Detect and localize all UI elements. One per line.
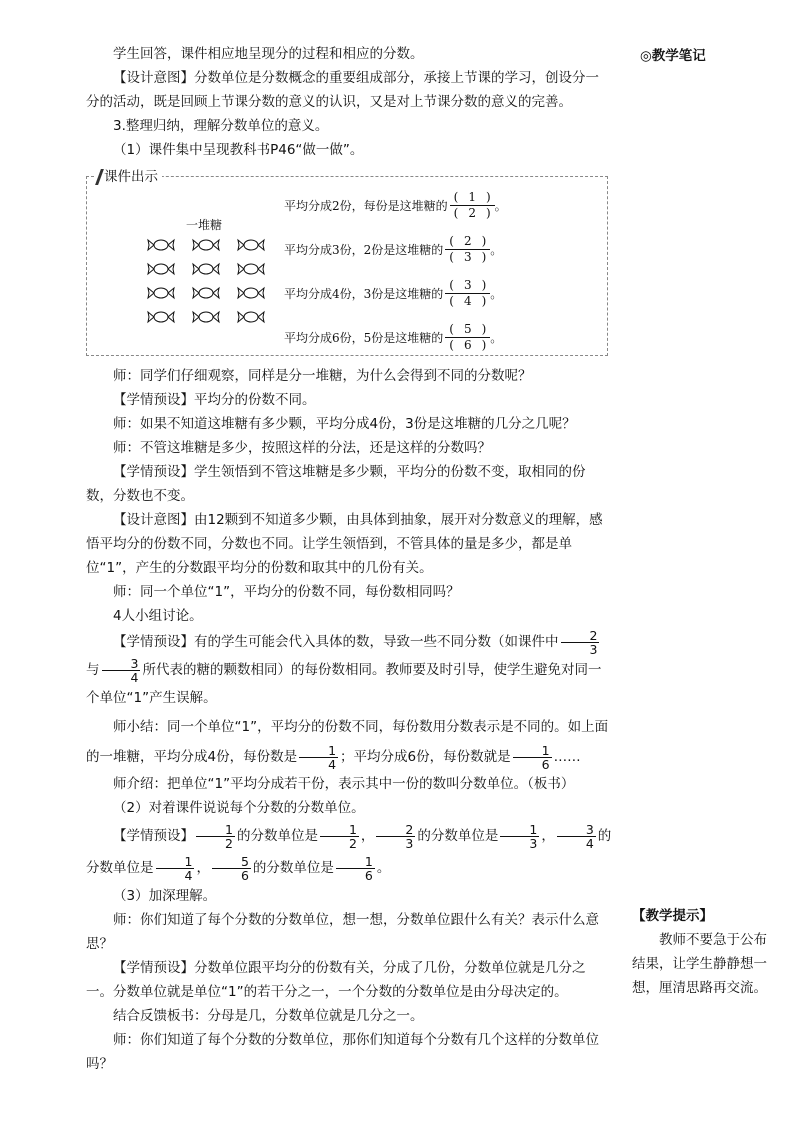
text-run: 的分数单位是 — [236, 828, 318, 844]
row-end: 。 — [490, 330, 503, 345]
paragraph: 学生回答，课件相应地呈现分的过程和相应的分数。 — [113, 46, 424, 62]
teacher-summary — [86, 712, 612, 772]
text-run: 的分数单位是 — [86, 828, 612, 876]
design-intent: 【设计意图】由12颗到不知道多少颗，由具体到抽象，展开对分数意义的理解，感悟平均分的份数不同，分数也不同。让学生领悟到，不管具体的量是多少，都是单位“1”，产生的分数跟平均分的份数和取其中的几份有关。 — [86, 512, 603, 576]
row-text: 平均分成6份，5份是这堆糖的 — [284, 330, 444, 345]
candy-icon — [191, 308, 221, 322]
text-run: 的分数单位是 — [417, 828, 499, 844]
courseware-box — [86, 168, 610, 358]
denominator: 4 — [463, 294, 472, 308]
text-run: ， — [360, 828, 375, 844]
fraction: ( 2 ) ( 3 ) — [445, 234, 490, 265]
fraction-1-6: $\frac{1}{6}$ — [336, 855, 375, 882]
denominator: 2 — [468, 206, 476, 220]
fraction: ( 3 ) ( 4 ) — [445, 278, 490, 309]
teacher-intro: 师介绍：把单位“1”平均分成若干份，表示其中一份的数叫分数单位。（板书） — [113, 776, 575, 792]
candy-icon — [236, 236, 266, 250]
numerator: 1 — [468, 190, 476, 204]
denominator: 3 — [463, 250, 472, 264]
fraction-1-3: $\frac{1}{3}$ — [500, 823, 539, 850]
fraction-1-4: $\frac{1}{4}$ — [156, 855, 195, 882]
fraction-3-4: $\frac{3}{4}$ — [102, 657, 141, 684]
candy-icon — [236, 308, 266, 322]
learning-preset — [86, 820, 612, 884]
candy-icon — [191, 236, 221, 250]
candy-icon — [191, 284, 221, 298]
candy-icon — [191, 260, 221, 274]
teacher-line: 师：同学们仔细观察，同样是分一堆糖，为什么会得到不同的分数呢？ — [113, 368, 532, 384]
teacher-line: 师：你们知道了每个分数的分数单位，那你们知道每个分数有几个这样的分数单位吗？ — [86, 1032, 599, 1072]
teaching-tip — [632, 904, 772, 1000]
text-run: ， — [541, 828, 555, 844]
courseware-row — [284, 190, 507, 221]
learning-preset: 【学情预设】学生领悟到不管这堆糖是多少颗，平均分的份数不变，取相同的份数，分数也不变。 — [86, 464, 586, 504]
candy-icon — [146, 284, 176, 298]
fraction-1-2: $\frac{1}{2}$ — [320, 823, 359, 850]
fraction-3-4: $\frac{3}{4}$ — [557, 823, 596, 850]
text-run: 【学情预设】 — [113, 828, 194, 844]
courseware-row — [284, 322, 502, 353]
text-run: 所代表的糖的颗数相同）的每份数相同。教师要及时引导，使学生避免对同一个单位“1”产生误解。 — [86, 662, 602, 706]
fraction: ( 5 ) ( 6 ) — [445, 322, 490, 353]
text-run: ， — [196, 860, 210, 876]
text-run: ；平均分成6份，每份数就是 — [340, 749, 511, 765]
courseware-row — [284, 234, 502, 265]
fraction-1-6: $\frac{1}{6}$ — [513, 744, 552, 771]
text-run: 。 — [376, 860, 391, 876]
numerator: 3 — [463, 278, 472, 292]
fraction: ( 1 ) ( 2 ) — [450, 190, 495, 221]
row-end: 。 — [490, 242, 503, 257]
teacher-line: 师：不管这堆糖是多少，按照这样的分法，还是这样的分数吗？ — [113, 440, 491, 456]
numerator: 2 — [463, 234, 472, 248]
candy-icon — [146, 308, 176, 322]
fraction-2-3: $\frac{2}{3}$ — [561, 629, 600, 656]
denominator: 6 — [463, 338, 472, 352]
fraction-5-6: $\frac{5}{6}$ — [212, 855, 251, 882]
fraction-1-4: $\frac{1}{4}$ — [299, 744, 338, 771]
courseware-tab-label: 课件出示 — [104, 169, 158, 185]
learning-preset: 【学情预设】分数单位跟平均分的份数有关，分成了几份，分数单位就是几分之一。分数单位就是单位“1”的若干分之一，一个分数的分数单位是由分母决定的。 — [86, 960, 586, 1000]
learning-preset — [86, 628, 612, 712]
learning-preset: 【学情预设】平均分的份数不同。 — [113, 392, 316, 408]
row-end: 。 — [490, 286, 503, 301]
row-text: 平均分成4份，3份是这堆糖的 — [284, 286, 444, 301]
row-end: 。 — [494, 198, 507, 213]
tab-marker-icon — [95, 169, 104, 185]
main-content — [86, 42, 612, 1076]
candy-icon — [236, 260, 266, 274]
paragraph: 4人小组讨论。 — [113, 608, 203, 624]
text-run: 师小结：同一个单位“1”，平均分的份数不同，每份数用分数表示是不同的。如上面的一堆糖，平均分成4份，每份数是 — [86, 719, 609, 765]
notes-heading: ◎教学笔记 — [640, 48, 706, 64]
paragraph: （1）课件集中呈现教科书P46“做一做”。 — [113, 142, 364, 158]
courseware-row — [284, 278, 502, 309]
fraction-2-3: $\frac{2}{3}$ — [376, 823, 415, 850]
row-text: 平均分成2份，每份是这堆糖的 — [284, 198, 448, 213]
fraction-1-2: $\frac{1}{2}$ — [196, 823, 235, 850]
text-run: 与 — [86, 662, 100, 678]
section-heading: 3.整理归纳，理解分数单位的意义。 — [113, 118, 329, 134]
paragraph: （3）加深理解。 — [113, 888, 217, 904]
paragraph: （2）对着课件说说每个分数的分数单位。 — [113, 800, 365, 816]
teacher-line: 师：同一个单位“1”，平均分的份数不同，每份数相同吗？ — [113, 584, 460, 600]
teacher-line: 师：如果不知道这堆糖有多少颗，平均分成4份，3份是这堆糖的几分之几呢？ — [113, 416, 576, 432]
candy-icon — [146, 236, 176, 250]
candy-icon — [146, 260, 176, 274]
courseware-tab — [94, 168, 162, 186]
text-run: …… — [553, 749, 581, 765]
numerator: 5 — [463, 322, 472, 336]
candy-icon — [236, 284, 266, 298]
design-intent: 【设计意图】分数单位是分数概念的重要组成部分，承接上节课的学习，创设分一分的活动，既是回顾上节课分数的意义的认识，又是对上节课分数的意义的完善。 — [86, 70, 599, 110]
board-writing: 结合反馈板书：分母是几，分数单位就是几分之一。 — [113, 1008, 424, 1024]
text-run: 的分数单位是 — [252, 860, 334, 876]
row-text: 平均分成3份，2份是这堆糖的 — [284, 242, 444, 257]
candy-pile-label: 一堆糖 — [186, 218, 223, 232]
teacher-line: 师：你们知道了每个分数的分数单位，想一想，分数单位跟什么有关？表示什么意思？ — [86, 912, 599, 952]
tip-title: 【教学提示】 — [632, 908, 713, 924]
text-run: 【学情预设】有的学生可能会代入具体的数，导致一些不同分数（如课件中 — [113, 634, 559, 650]
tip-body: 教师不要急于公布结果，让学生静静想一想，厘清思路再交流。 — [632, 932, 767, 996]
